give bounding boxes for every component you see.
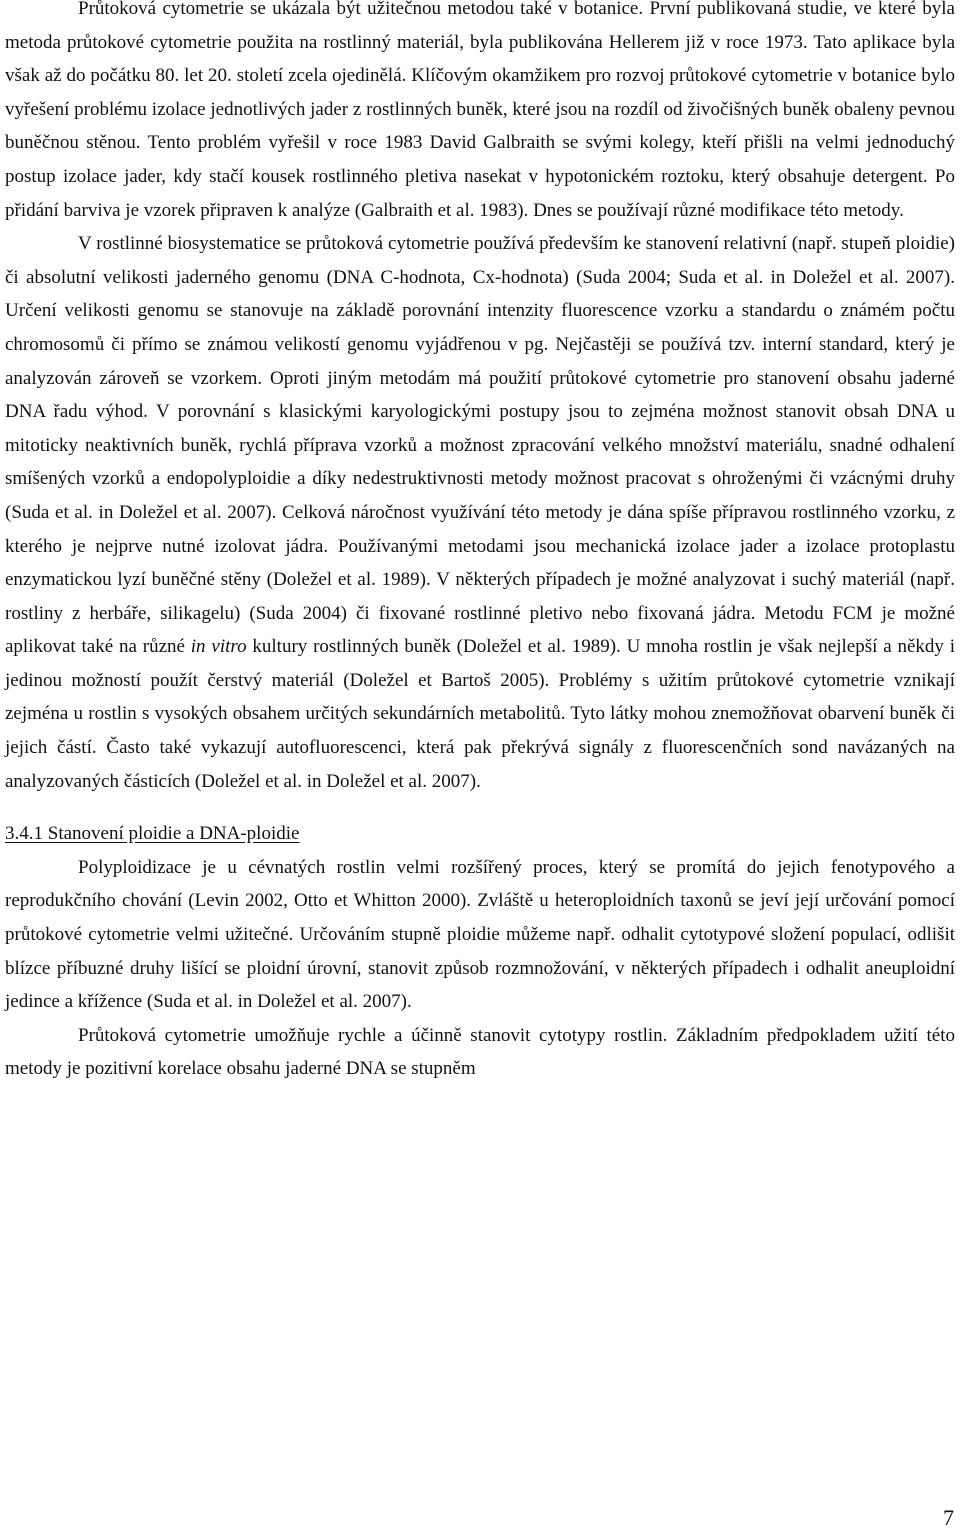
paragraph-polyploidization: Polyploidizace je u cévnatých rostlin velmi rozšířený proces, který se promítá do jejich fenotypového a reprodukčního chování (Levin 2002, Otto et Whitton 2000). Zvláště u heteroploidních taxonů se jeví její určování pomocí průtokové cytometrie velmi užitečné. Určováním stupně ploidie můžeme např. odhalit cytotypové složení populací, odlišit blízce příbuzné druhy lišící se ploidní úrovní, stanovit způsob rozmnožování, v některých případech i odhalit aneuploidní jedince a křížence (Suda et al. in Doležel et al. 2007). — [5, 856, 955, 1013]
paragraph-cytotypes: Průtoková cytometrie umožňuje rychle a účinně stanovit cytotypy rostlin. Základním předpokladem užití této metody je pozitivní korelace obsahu jaderné DNA se stupněm — [5, 1024, 955, 1080]
paragraph-biosystematics — [5, 227, 955, 798]
page-number: 7 — [943, 1505, 954, 1530]
in-vitro-italic: in vitro — [190, 636, 247, 658]
document-page — [5, 0, 955, 1086]
paragraph-flow-cytometry-intro: Průtoková cytometrie se ukázala být užitečnou metodou také v botanice. První publikovaná studie, ve které byla metoda průtokové cytometrie použita na rostlinný materiál, byla publikována Hellerem již v roce 1973. Tato aplikace byla však až do počátku 80. let 20. století zcela ojedinělá. Klíčovým okamžikem pro rozvoj průtokové cytometrie v botanice bylo vyřešení problému izolace jednotlivých jader z rostlinných buněk, které jsou na rozdíl od živočišných buněk obaleny pevnou buněčnou stěnou. Tento problém vyřešil v roce 1983 David Galbraith se svými kolegy, kteří přišli na velmi jednoduchý postup izolace jader, kdy stačí kousek rostlinného pletiva nasekat v hypotonickém roztoku, který obsahuje detergent. Po přidání barviva je vzorek připraven k analýze (Galbraith et al. 1983). Dnes se používají různé modifikace této metody. — [5, 0, 955, 221]
paragraph-biosystematics-text-a: V rostlinné biosystematice se průtoková cytometrie používá především ke stanovení relativní (např. stupeň ploidie) či absolutní velikosti jaderného genomu (DNA C-hodnota, Cx-hodnota) (Suda 2004; Suda et al. in Doležel et al. 2007). Určení velikosti genomu se stanovuje na základě porovnání intenzity fluorescence vzorku a standardu o známém počtu chromosomů či přímo se známou velikostí genomu vyjádřenou v pg. Nejčastěji se používá tzv. interní standard, který je analyzován zároveň se vzorkem. Oproti jiným metodám má použití průtokové cytometrie pro stanovení obsahu jaderné DNA řadu výhod. V porovnání s klasickými karyologickými postupy jsou to zejména možnost stanovit obsah DNA u mitoticky neaktivních buněk, rychlá příprava vzorků a možnost zpracování velkého množství materiálu, snadné odhalení smíšených vzorků a endopolyploidie a díky nedestruktivnosti metody možnost pracovat s ohroženými či vzácnými druhy (Suda et al. in Doležel et al. 2007). Celková náročnost využívání této metody je dána spíše přípravou rostlinného vzorku, z kterého je nejprve nutné izolovat jádra. Používanými metodami jsou mechanická izolace jader a izolace protoplastu enzymatickou lyzí buněčné stěny (Doležel et al. 1989). V některých případech je možné analyzovat i suchý materiál (např. rostliny z herbáře, silikagelu) (Suda 2004) či fixované rostlinné pletivo nebo fixovaná jádra. Metodu FCM je možné aplikovat také na různé — [5, 233, 955, 658]
section-heading — [5, 817, 955, 851]
section-heading-text: 3.4.1 Stanovení ploidie a DNA-ploidie — [5, 823, 300, 845]
paragraph-biosystematics-text-b: kultury rostlinných buněk (Doležel et al. 1989). U mnoha rostlin je však nejlepší a někdy i jedinou možností použít čerstvý materiál (Doležel et Bartoš 2005). Problémy s užitím průtokové cytometrie vznikají zejména u rostlin s vysokých obsahem určitých sekundárních metabolitů. Tyto látky mohou znemožňovat obarvení buněk či jejich částí. Často také vykazují autofluorescenci, která pak překrývá signály z fluorescenčních sond navázaných na analyzovaných částicích (Doležel et al. in Doležel et al. 2007). — [5, 636, 955, 792]
